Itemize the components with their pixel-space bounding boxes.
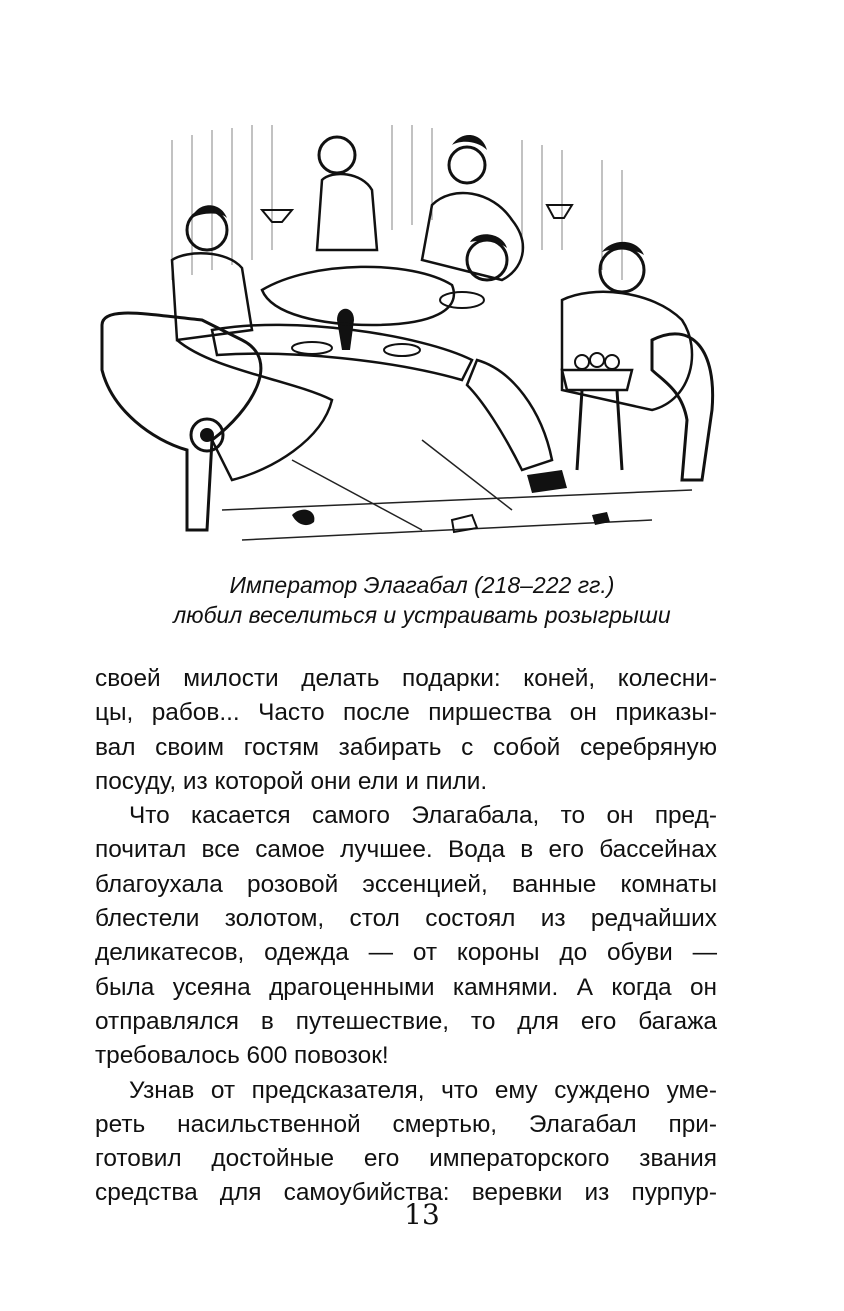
text-line: посуду, из которой они ели и пили. [95, 767, 488, 795]
text-line: Узнав от предсказателя, что ему суждено уме- [129, 1076, 717, 1104]
text-line: средства для самоубийства: веревки из пурпур- [95, 1179, 717, 1207]
text-line: своей милости делать подарки: коней, колесни- [95, 665, 717, 692]
feast-illustration [92, 110, 717, 560]
text-line: блестели золотом, стол состоял из редчайших [95, 905, 717, 933]
text-line: вал своим гостям забирать с собой серебряную [95, 733, 717, 761]
illustration-caption [0, 570, 844, 630]
text-line: требовалось 600 повозок! [95, 1042, 389, 1070]
text-line: цы, рабов... Часто после пиршества он приказы- [95, 699, 717, 727]
text-line: отправлялся в путешествие, то для его багажа [95, 1007, 717, 1035]
body-text [95, 662, 717, 1211]
text-line: почитал все самое лучшее. Вода в его бассейнах [95, 836, 717, 864]
text-line: готовил достойные его императорского звания [95, 1145, 717, 1173]
text-line: деликатесов, одежда — от короны до обуви — [95, 939, 717, 967]
text-line: реть насильственной смертью, Элагабал при- [95, 1110, 717, 1138]
page-number: 13 [404, 1198, 440, 1231]
text-line: благоухала розовой эссенцией, ванные комнаты [95, 870, 717, 898]
caption-line-2: любил веселиться и устраивать розыгрыши [173, 602, 671, 628]
caption-line-1: Император Элагабал (218–222 гг.) [229, 572, 615, 598]
text-line: Что касается самого Элагабала, то он пред- [129, 802, 717, 830]
text-line: была усеяна драгоценными камнями. А когда он [95, 973, 717, 1001]
